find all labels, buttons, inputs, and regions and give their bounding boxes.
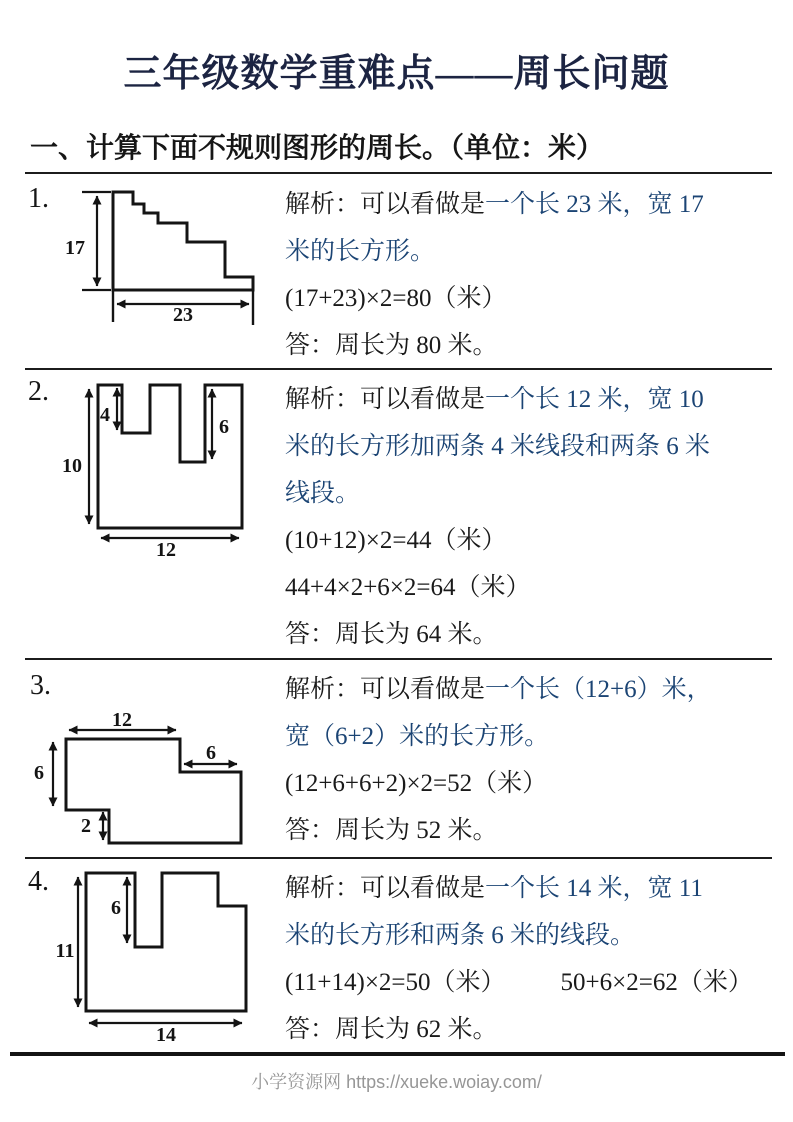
formula-line: (10+12)×2=44（米） bbox=[285, 527, 507, 554]
analysis-highlight: 一个长 23 米，宽 17 米的长方形。 bbox=[285, 191, 704, 265]
dimension-label-height: 17 bbox=[65, 237, 85, 259]
problem-diagram-step-shape bbox=[25, 710, 260, 855]
page-title: 三年级数学重难点——周长问题 bbox=[123, 53, 670, 95]
problem-row bbox=[0, 658, 793, 857]
dimension-label-width: 23 bbox=[173, 304, 193, 326]
analysis-highlight: 一个长（12+6）米，宽（6+2）米的长方形。 bbox=[285, 676, 712, 750]
dimension-label-width: 14 bbox=[156, 1024, 176, 1046]
problem-number: 1. bbox=[28, 183, 49, 214]
formula-first: (11+14)×2=50（米） bbox=[285, 969, 506, 996]
dimension-label-right: 6 bbox=[206, 742, 216, 764]
shape-outline bbox=[86, 873, 246, 1011]
analysis-highlight: 一个长 12 米，宽 10 米的长方形加两条 4 米线段和两条 6 米线段。 bbox=[285, 386, 711, 507]
dimension-label-notch-right: 6 bbox=[219, 416, 229, 438]
shape-outline bbox=[113, 192, 253, 290]
formula-line bbox=[285, 959, 753, 1006]
problem-diagram-notch-step-rect bbox=[50, 865, 265, 1050]
problem-diagram-staircase bbox=[20, 178, 280, 343]
dimension-label-width: 12 bbox=[156, 539, 176, 560]
problem-diagram-notched-rect bbox=[60, 375, 260, 560]
analysis-text bbox=[285, 181, 731, 275]
formula-line: (12+6+6+2)×2=52（米） bbox=[285, 770, 548, 797]
dimension-label-height: 10 bbox=[62, 455, 82, 477]
problem-row bbox=[0, 857, 793, 1052]
dimension-label-left: 6 bbox=[34, 762, 44, 784]
problem-solution bbox=[285, 865, 753, 1053]
problem-number: 3. bbox=[30, 670, 51, 701]
analysis-prefix: 解析：可以看做是 bbox=[285, 875, 486, 902]
answer-line: 答：周长为 52 米。 bbox=[285, 817, 498, 844]
problem-solution bbox=[285, 666, 731, 854]
problem-row bbox=[0, 173, 793, 368]
problem-solution bbox=[285, 376, 731, 658]
formula-second: 50+6×2=62（米） bbox=[560, 969, 753, 996]
dimension-label-top: 12 bbox=[112, 710, 132, 731]
answer-line: 答：周长为 80 米。 bbox=[285, 332, 498, 359]
problem-solution bbox=[285, 181, 731, 369]
analysis-highlight: 一个长 14 米，宽 11 米的长方形和两条 6 米的线段。 bbox=[285, 875, 703, 949]
problem-row bbox=[0, 368, 793, 658]
answer-line: 答：周长为 64 米。 bbox=[285, 621, 498, 648]
footer-credit: 小学资源网 https://xueke.woiay.com/ bbox=[251, 1072, 542, 1092]
formula-line: 44+4×2+6×2=64（米） bbox=[285, 574, 531, 601]
formula-line: (17+23)×2=80（米） bbox=[285, 285, 507, 312]
answer-line: 答：周长为 62 米。 bbox=[285, 1016, 498, 1043]
problem-number: 4. bbox=[28, 866, 49, 897]
dimension-label-notch: 6 bbox=[111, 897, 121, 919]
shape-outline bbox=[98, 385, 242, 528]
analysis-prefix: 解析：可以看做是 bbox=[285, 676, 486, 703]
analysis-text bbox=[285, 376, 731, 517]
dimension-label-bottom-step: 2 bbox=[81, 815, 91, 837]
section-heading: 一、计算下面不规则图形的周长。（单位：米） bbox=[30, 133, 605, 164]
dimension-label-height: 11 bbox=[55, 940, 75, 962]
dimension-label-notch-left: 4 bbox=[100, 404, 110, 426]
problem-number: 2. bbox=[28, 376, 49, 407]
analysis-prefix: 解析：可以看做是 bbox=[285, 191, 486, 218]
analysis-text bbox=[285, 666, 731, 760]
analysis-prefix: 解析：可以看做是 bbox=[285, 386, 486, 413]
analysis-text bbox=[285, 865, 731, 959]
